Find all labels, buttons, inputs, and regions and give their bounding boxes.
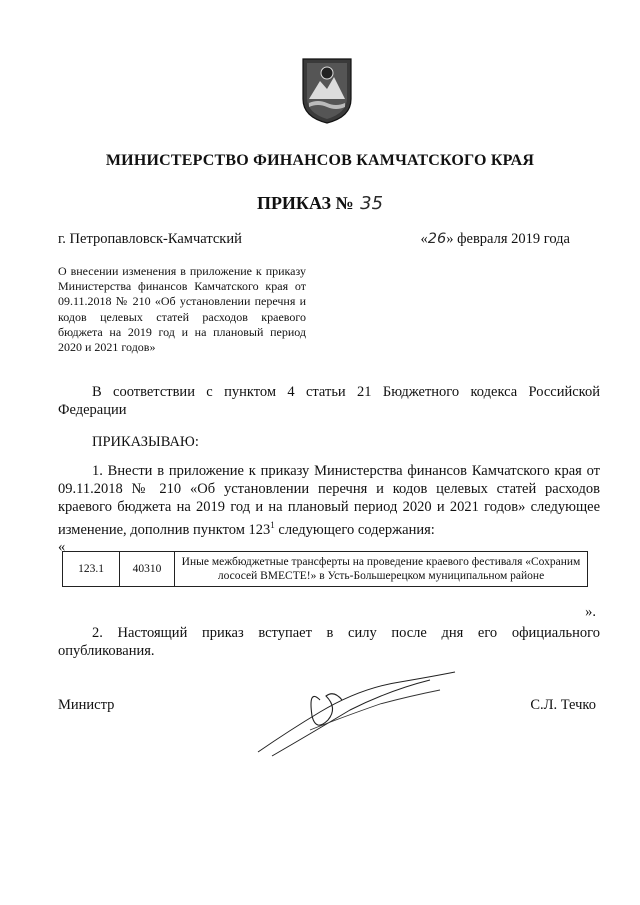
coat-of-arms-icon — [300, 55, 354, 125]
order-date — [421, 231, 570, 248]
preamble: В соответствии с пунктом 4 статьи 21 Бюджетного кодекса Российской Федерации — [58, 384, 600, 418]
date-day: 26 — [427, 231, 447, 247]
date-suffix: » февраля 2019 года — [446, 231, 570, 247]
item-1-text: 1. Внести в приложение к приказу Министерства финансов Камчатского края от 09.11.2018 № 210 «Об установлении перечня и кодов целевых статей расходов краевого бюджета на 2019 год и на плановый период 2020 и 2021 годов» следующее изменение, дополнив пунктом 123 — [58, 463, 600, 538]
order-title — [0, 193, 640, 214]
row-description: Иные межбюджетные трансферты на проведение краевого фестиваля «Сохраним лососей ВМЕСТЕ!» в Усть-Большерецком муниципальном районе — [175, 552, 588, 587]
table-row — [63, 552, 588, 587]
excerpt-table — [62, 551, 588, 587]
item-1-sup: 1 — [270, 520, 275, 530]
date-prefix: « — [420, 231, 428, 247]
order-label: ПРИКАЗ № — [256, 193, 354, 213]
item-1 — [58, 462, 600, 539]
order-number: 35 — [360, 193, 384, 214]
quote-open: « — [58, 539, 66, 555]
row-number: 123.1 — [63, 552, 120, 587]
order-word: ПРИКАЗЫВАЮ: — [92, 434, 199, 450]
item-2: 2. Настоящий приказ вступает в силу после дня его официального опубликования. — [58, 625, 600, 659]
quote-close: ». — [585, 604, 596, 620]
signer-name: С.Л. Течко — [530, 697, 596, 713]
signer-role: Министр — [58, 697, 115, 713]
item-1-tail: следующего содержания: — [274, 521, 435, 538]
ministry-name: МИНИСТЕРСТВО ФИНАНСОВ КАМЧАТСКОГО КРАЯ — [105, 152, 535, 169]
row-code: 40310 — [120, 552, 175, 587]
city: г. Петропавловск-Камчатский — [58, 231, 242, 247]
signature — [250, 660, 460, 760]
order-subject: О внесении изменения в приложение к приказу Министерства финансов Камчатского края от 09.11.2018 № 210 «Об установлении перечня и кодов целевых статей расходов краевого бюджета на 2019 год и на плановый период 2020 и 2021 годов» — [58, 264, 306, 355]
